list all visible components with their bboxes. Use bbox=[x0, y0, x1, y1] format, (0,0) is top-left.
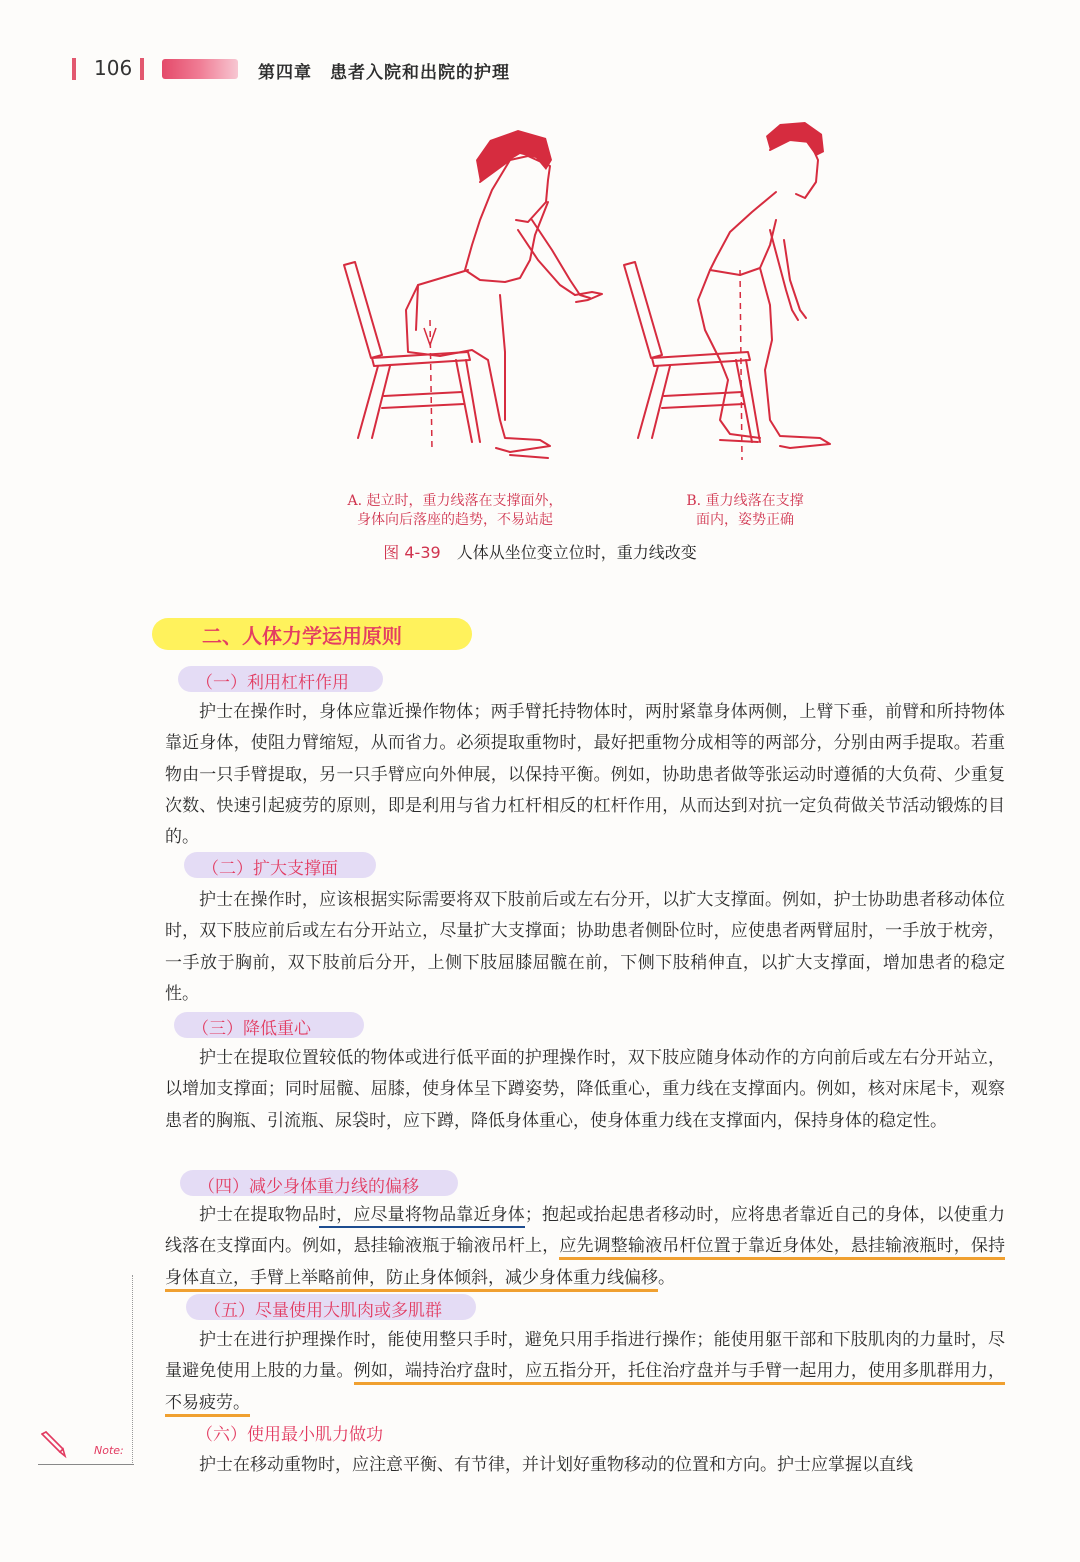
figure-illustration bbox=[300, 120, 860, 460]
caption-a-line1: A. 起立时，重力线落在支撑面外， bbox=[347, 493, 563, 509]
figure-title bbox=[0, 540, 1080, 563]
paragraph-4-part5: 。 bbox=[658, 1267, 675, 1288]
subsection-heading-1 bbox=[178, 666, 383, 692]
person-a-illustration bbox=[406, 156, 602, 458]
page-number: 106 bbox=[94, 56, 133, 80]
subsection-title-2: （二）扩大支撑面 bbox=[202, 859, 338, 879]
paragraph-3: 护士在提取位置较低的物体或进行低平面的护理操作时，双下肢应随身体动作的方向前后或左右分开站立，以增加支撑面；同时屈髋、屈膝，使身体呈下蹲姿势，降低重心，重力线在支撑面内。例如，核对床尾卡，观察患者的胸瓶、引流瓶、尿袋时，应下蹲，降低身体重心，使身体重力线在支撑面内，保持身体的稳定性。 bbox=[165, 1048, 1005, 1131]
page-header bbox=[72, 56, 672, 84]
subsection-title-5: （五）尽量使用大肌肉或多肌群 bbox=[204, 1301, 442, 1321]
note-label: Note: bbox=[94, 1444, 124, 1457]
paragraph-5-part1: 护士在进行护理操作时，能使用整只手时，避免只用手指进行操作；能使用躯干部和下肢肌肉的力量时，尽量避免使用上肢的力量。 bbox=[165, 1330, 1005, 1382]
caption-a bbox=[330, 492, 580, 530]
subsection-title-4: （四）减少身体重力线的偏移 bbox=[198, 1177, 419, 1197]
paragraph-1: 护士在操作时，身体应靠近操作物体；两手臂托持物体时，两肘紧靠身体两侧，上臂下垂，前臂和所持物体靠近身体，使阻力臂缩短，从而省力。必须提取重物时，最好把重物分成相等的两部分，分别由两手提取。若重物由一只手臂提取，另一只手臂应向外伸展，以保持平衡。例如，协助患者做等张运动时遵循的大负荷、少重复次数、快速引起疲劳的原则，即是利用与省力杠杆相反的杠杆作用，从而达到对抗一定负荷做关节活动锻炼的目的。 bbox=[165, 702, 1005, 848]
pencil-icon bbox=[38, 1430, 68, 1460]
chapter-title: 第四章 患者入院和出院的护理 bbox=[258, 63, 510, 83]
paragraph-2: 护士在操作时，应该根据实际需要将双下肢前后或左右分开，以扩大支撑面。例如，护士协助患者移动体位时，双下肢应前后或左右分开站立，尽量扩大支撑面；协助患者侧卧位时，应使患者两臂屈肘，一手放于枕旁，一手放于胸前，双下肢前后分开，上侧下肢屈膝屈髋在前，下侧下肢稍伸直，以扩大支撑面，增加患者的稳定性。 bbox=[165, 890, 1005, 1004]
subsection-heading-5 bbox=[186, 1294, 476, 1320]
hair-b-illustration bbox=[766, 122, 824, 156]
paragraph-4-part1: 护士在提取物品 bbox=[199, 1205, 320, 1225]
caption-b-line1: B. 重力线落在支撑 bbox=[686, 493, 804, 509]
paragraph-5-underline-orange: 例如，端持治疗盘时，应五指分开，托住治疗盘并与手臂一起用力，使用多肌群用力，不易疲劳。 bbox=[165, 1361, 1005, 1416]
note-marker bbox=[38, 1430, 134, 1470]
gravity-line-b bbox=[740, 270, 742, 460]
paragraph-4 bbox=[165, 1200, 1005, 1294]
paragraph-6: 护士在移动重物时，应注意平衡、有节律，并计划好重物移动的位置和方向。护士应掌握以直线 bbox=[199, 1455, 913, 1475]
caption-b bbox=[660, 492, 830, 530]
header-color-block bbox=[162, 59, 238, 79]
section-heading bbox=[152, 618, 472, 650]
subsection-heading-6: （六）使用最小肌力做功 bbox=[196, 1425, 383, 1445]
subsection-title-1: （一）利用杠杆作用 bbox=[196, 673, 349, 693]
header-bar-right bbox=[140, 58, 144, 80]
caption-b-line2: 面内，姿势正确 bbox=[696, 512, 794, 528]
figure-number: 图 4-39 bbox=[383, 543, 441, 562]
paragraph-4-part3: ；抱起或抬起患者移动时，应将患者靠近自己的身体，以使重力线落在支撑面内。例如，悬挂输液瓶于输液吊杆上， bbox=[165, 1205, 1006, 1257]
paragraph-4-underline-orange: 应先调整输液吊杆位置于靠近身体处，悬挂输液瓶时，保持身体直立，手臂上举略前伸，防止身体倾斜，减少身体重力线偏移 bbox=[165, 1236, 1005, 1291]
header-bar-left bbox=[72, 58, 76, 80]
figure-title-text: 人体从坐位变立位时，重力线改变 bbox=[456, 543, 697, 562]
caption-a-line2: 身体向后落座的趋势，不易站起 bbox=[357, 512, 553, 528]
note-underline bbox=[38, 1464, 134, 1465]
subsection-heading-3 bbox=[174, 1012, 364, 1038]
section-title: 二、人体力学运用原则 bbox=[202, 624, 402, 648]
hair-a-illustration bbox=[476, 130, 552, 182]
subsection-heading-2 bbox=[184, 852, 376, 878]
subsection-heading-4 bbox=[180, 1170, 458, 1196]
chair-b-illustration bbox=[624, 262, 760, 442]
subsection-title-3: （三）降低重心 bbox=[192, 1019, 311, 1039]
paragraph-4-underline-blue: 时，应尽量将物品靠近身体 bbox=[319, 1205, 525, 1228]
person-b-illustration bbox=[698, 140, 830, 448]
paragraph-5 bbox=[165, 1325, 1005, 1419]
